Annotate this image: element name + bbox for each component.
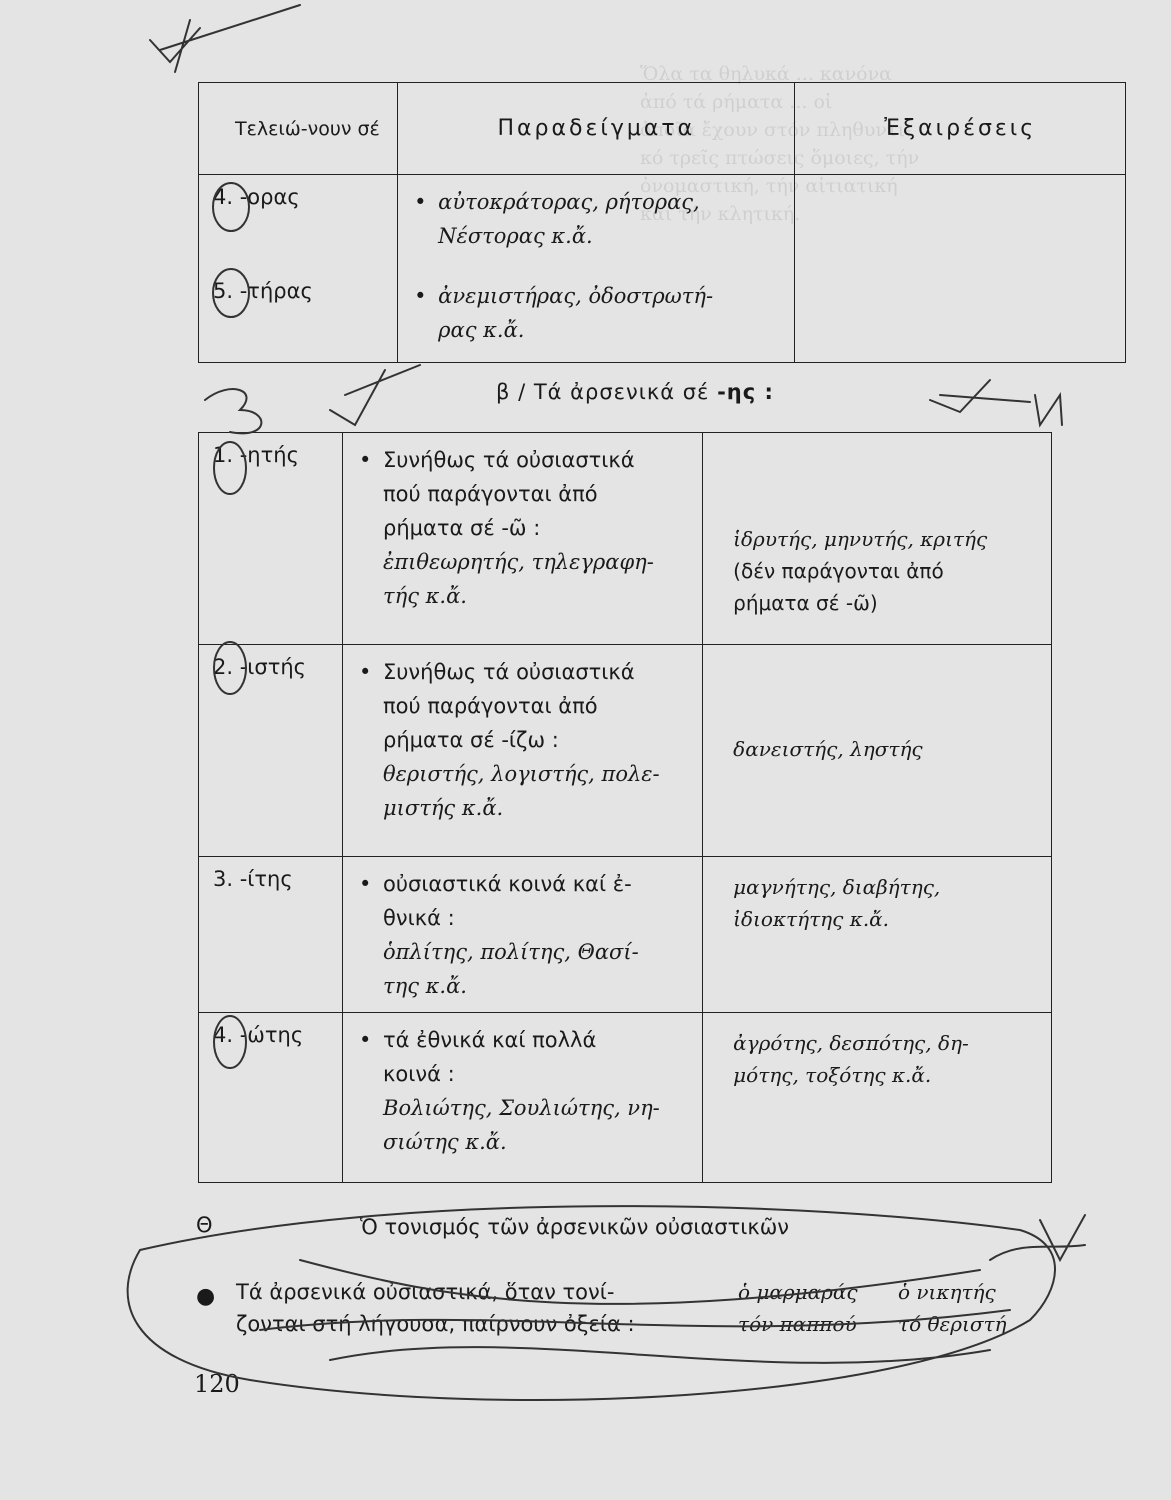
bleed-line: ὁποῖα ἔχουν στόν πληθυντι- [640, 119, 912, 141]
ending-cell: 3. -ίτης [199, 857, 343, 1013]
rule-cell: • Συνήθως τά οὐσιαστικά πού παράγονται ἀπό ρήματα σέ -ῶ : ἐπιθεωρητής, τηλεγραφη- τής κ.ἄ. [343, 433, 703, 645]
section-b-title: β / Τά ἀρσενικά σέ -ης : [496, 380, 774, 404]
ending-cell: 1. -ητής [199, 433, 343, 645]
rule-cell: • Συνήθως τά οὐσιαστικά πού παράγονται ἀπό ρήματα σέ -ίζω : θεριστής, λογιστής, πολε- μιστής κ.ἄ. [343, 645, 703, 857]
bleed-line: καί τήν κλητική. [640, 203, 801, 225]
example-text: Νέστορας κ.ἄ. [438, 224, 593, 248]
ending-cell [199, 175, 398, 363]
scribble-line [990, 1215, 1085, 1260]
example-column [898, 1276, 1007, 1340]
accent-rule [236, 1276, 706, 1340]
example-text: ἀνεμιστήρας, ὀδοστρωτή- [438, 284, 714, 308]
bleed-line: ὀνομαστική, τήν αἰτιατική [640, 175, 898, 197]
example-text: τό θεριστή [898, 1312, 1007, 1336]
endings-table-a [198, 82, 1126, 363]
rule-line: ζονται στή λήγουσα, παίρνουν ὀξεία : [236, 1312, 635, 1336]
example-text: ὁ νικητής [898, 1280, 996, 1304]
bleed-line: κό τρεῖς πτώσεις ὅμοιες, τήν [640, 147, 920, 169]
example-text: αὐτοκράτορας, ρήτορας, [438, 190, 700, 214]
theta-mark: Θ [196, 1213, 213, 1237]
exceptions-cell: μαγνήτης, διαβήτης, ἰδιοκτήτης κ.ἄ. [703, 857, 1052, 1013]
example-column [738, 1276, 858, 1340]
number-scribble [205, 389, 261, 433]
section-heading: Ὁ τονισμός τῶν ἀρσενικῶν οὐσιαστικῶν [360, 1215, 790, 1239]
example-text: τόν παππού [738, 1312, 857, 1336]
ending-cell: 2. -ιστής [199, 645, 343, 857]
rule-line: Τά ἀρσενικά οὐσιαστικά, ὅταν τονί- [236, 1280, 615, 1304]
endings-table-b [198, 432, 1052, 1183]
example-text: ρας κ.ἄ. [438, 318, 525, 342]
exceptions-cell [795, 175, 1126, 363]
header-endings: Τελειώ-νουν σέ [199, 83, 398, 175]
check-mark-scribble [930, 380, 1062, 425]
check-mark-scribble [150, 5, 300, 72]
ending-label: -τήρας [239, 279, 313, 303]
bullet-icon: ● [196, 1284, 216, 1309]
header-examples: Παραδείγματα [398, 83, 795, 175]
exceptions-cell: δανειστής, ληστής [703, 645, 1052, 857]
ending-label: -ορας [239, 185, 300, 209]
exceptions-cell: ἀγρότης, δεσπότης, δη- μότης, τοξότης κ.ἄ. [703, 1013, 1052, 1183]
example-text: ὁ μαρμαράς [738, 1280, 858, 1304]
rule-cell: • οὐσιαστικά κοινά καί ἐ- θνικά : ὁπλίτης, πολίτης, Θασί- της κ.ἄ. [343, 857, 703, 1013]
bleed-line: ἀπό τά ρήματα ... οἱ [640, 91, 833, 113]
row-number: 4. [213, 185, 234, 209]
header-exceptions: Ἐξαιρέσεις [795, 83, 1126, 175]
examples-cell: • αὐτοκράτορας, ρήτορας, Νέστορας κ.ἄ. • ἀνεμιστήρας, ὀδοστρωτή- ρας κ.ἄ. [398, 175, 795, 363]
check-mark-scribble [330, 365, 420, 425]
row-number: 5. [213, 279, 234, 303]
bleed-line: Ὅλα τα θηλυκά ... κανόνα [640, 63, 893, 85]
exceptions-cell: ἱδρυτής, μηνυτής, κριτής (δέν παράγονται ἀπό ρήματα σέ -ῶ) [703, 433, 1052, 645]
page-number: 120 [194, 1370, 240, 1398]
rule-cell: • τά ἐθνικά καί πολλά κοινά : Βολιώτης, Σουλιώτης, νη- σιώτης κ.ἄ. [343, 1013, 703, 1183]
ending-cell: 4. -ώτης [199, 1013, 343, 1183]
